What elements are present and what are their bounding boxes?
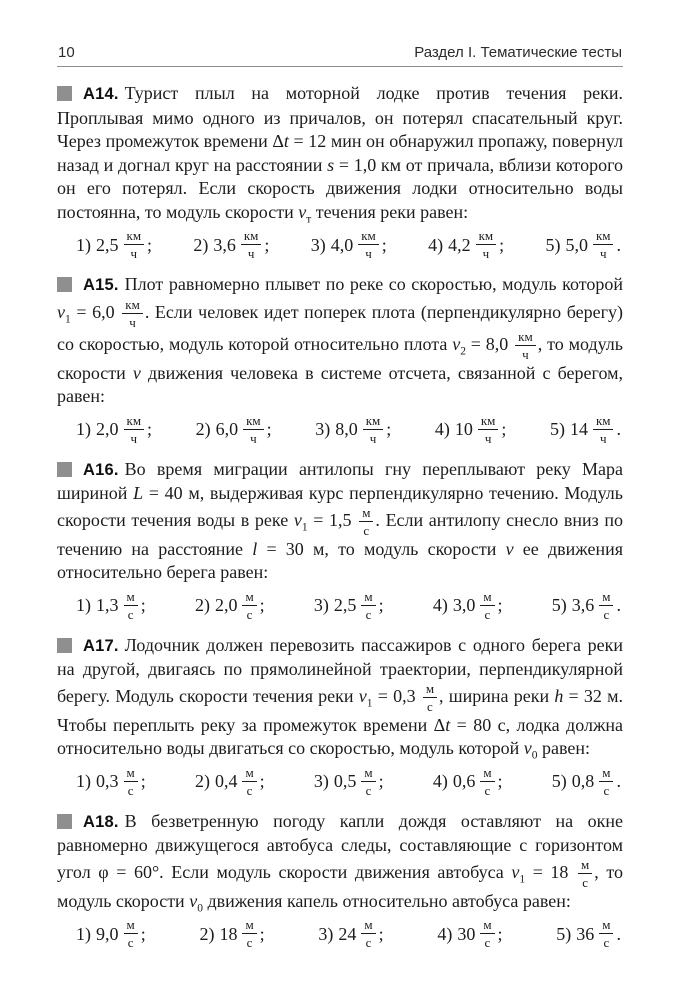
unit-fraction xyxy=(478,413,499,445)
unit-fraction xyxy=(358,228,379,260)
problem-text: А14. Турист плыл на моторной лодке против течения реки. Проплывая мимо одного из причалов, он потерял спасательный круг. Через промежуток времени Δt = 12 мин он обнаружил пропажу, повернул назад и догнал круг на расстоянии s = 1,0 км от причала, вблизи которого он его потерял. Если скорость движения лодки относительно воды постоянна, то модуль скорости $v_т$ течения реки равен: xyxy=(57,83,623,226)
math-variable: t xyxy=(445,714,451,735)
unit-numerator: м xyxy=(124,589,138,606)
answer-value: 3,0 xyxy=(452,595,476,615)
answer-row xyxy=(57,585,623,625)
unit-numerator: м xyxy=(242,765,256,782)
problem-А18 xyxy=(57,810,623,954)
unit-numerator: м xyxy=(242,917,256,934)
variable-subscript: 0 xyxy=(531,749,538,762)
answer-number: 1) xyxy=(76,234,91,255)
unit-fraction xyxy=(359,505,373,537)
problem-marker-square xyxy=(57,462,72,477)
unit-fraction xyxy=(242,917,256,949)
answer-separator: ; xyxy=(259,595,265,615)
answer-number: 3) xyxy=(315,419,331,439)
unit-fraction xyxy=(361,589,375,621)
answer-value: 8,0 xyxy=(335,419,358,439)
answer-option xyxy=(76,766,146,798)
answer-option xyxy=(76,590,146,622)
unit-denominator: ч xyxy=(599,430,607,446)
answer-value: 0,6 xyxy=(452,771,476,791)
problems-list xyxy=(57,82,623,953)
math-variable: v xyxy=(293,509,302,530)
answer-value: 0,3 xyxy=(96,771,119,791)
unit-numerator: м xyxy=(242,589,256,606)
answer-number: 3) xyxy=(313,595,329,615)
answer-number: 4) xyxy=(434,419,450,439)
page-number: 10 xyxy=(58,44,75,61)
answer-option xyxy=(433,766,503,798)
unit-numerator: м xyxy=(361,917,375,934)
answer-value: 3,6 xyxy=(571,595,595,615)
unit-denominator: ч xyxy=(130,430,138,446)
answer-option xyxy=(315,414,391,446)
answer-separator: ; xyxy=(381,234,387,255)
unit-numerator: км xyxy=(358,228,379,245)
unit-fraction xyxy=(241,228,262,260)
answer-separator: . xyxy=(616,771,621,791)
unit-denominator: ч xyxy=(484,430,492,446)
answer-separator: ; xyxy=(497,923,503,944)
variable-subscript: 1 xyxy=(65,313,71,326)
unit-denominator: с xyxy=(365,606,372,622)
answer-number: 1) xyxy=(76,771,91,791)
answer-separator: ; xyxy=(140,771,146,791)
unit-fraction xyxy=(423,681,437,713)
answer-option xyxy=(545,229,621,261)
unit-numerator: м xyxy=(599,765,613,782)
page-header xyxy=(57,44,623,66)
math-variable: v xyxy=(511,861,520,882)
answer-number: 2) xyxy=(194,771,210,791)
answer-value: 30 xyxy=(457,923,476,944)
answer-value: 4,2 xyxy=(448,234,471,255)
unit-fraction xyxy=(480,917,494,949)
unit-numerator: м xyxy=(599,917,613,934)
answer-value: 4,0 xyxy=(330,234,354,255)
unit-denominator: ч xyxy=(130,246,138,261)
answer-value: 36 xyxy=(576,923,595,944)
unit-fraction xyxy=(122,297,143,329)
answer-number: 3) xyxy=(310,234,326,255)
answer-number: 2) xyxy=(193,234,209,255)
answer-number: 2) xyxy=(195,419,211,439)
answer-option xyxy=(435,414,507,446)
unit-numerator: м xyxy=(480,765,494,782)
unit-denominator: ч xyxy=(365,246,372,261)
unit-denominator: с xyxy=(484,782,491,798)
unit-numerator: км xyxy=(241,228,262,245)
math-variable: t xyxy=(283,131,289,151)
math-variable: s xyxy=(327,154,335,175)
problem-id: А14. xyxy=(83,85,119,103)
unit-numerator: км xyxy=(515,329,536,346)
answer-option xyxy=(437,918,502,950)
answer-number: 5) xyxy=(551,771,567,791)
variable-subscript: 1 xyxy=(519,873,526,886)
unit-denominator: ч xyxy=(482,246,490,261)
answer-separator: ; xyxy=(378,595,384,615)
unit-denominator: с xyxy=(603,606,610,622)
answer-row xyxy=(57,761,623,801)
problem-text: А17. Лодочник должен перевозить пассажиров с одного берега реки на другой, двигаясь по прямолинейной траектории, перпендикулярной берегу. Модуль скорости течения реки $v_1 = 0,3$ $\frac{м}{с}$ , ширина реки h = 32 м. Чтобы переплыть реку за промежуток времени Δt = 80 с, лодка должна относительно воды двигаться со скоростью, модуль которой $v_0$ равен: xyxy=(57,634,624,762)
unit-numerator: км xyxy=(124,228,145,245)
answer-number: 2) xyxy=(194,595,210,615)
answer-number: 5) xyxy=(556,923,572,944)
answer-option xyxy=(552,766,621,798)
unit-fraction xyxy=(599,589,613,621)
answer-separator: . xyxy=(616,595,621,615)
unit-fraction xyxy=(242,589,256,621)
unit-numerator: км xyxy=(363,413,384,430)
unit-numerator: км xyxy=(593,228,614,245)
unit-denominator: с xyxy=(484,935,491,950)
answer-option xyxy=(199,918,264,950)
variable-subscript: 0 xyxy=(197,902,203,915)
unit-fraction xyxy=(124,413,145,445)
unit-denominator: с xyxy=(246,935,253,950)
answer-separator: ; xyxy=(497,595,503,615)
unit-denominator: с xyxy=(127,606,134,622)
answer-number: 5) xyxy=(549,419,565,439)
unit-numerator: км xyxy=(243,413,264,430)
variable-subscript: 2 xyxy=(460,345,466,358)
answer-separator: ; xyxy=(140,595,146,615)
answer-value: 18 xyxy=(219,923,238,944)
unit-denominator: ч xyxy=(250,430,257,446)
answer-option xyxy=(556,918,621,950)
answer-value: 2,0 xyxy=(96,419,119,439)
unit-denominator: с xyxy=(484,606,491,622)
unit-denominator: с xyxy=(127,782,134,798)
answer-separator: ; xyxy=(499,234,505,255)
unit-fraction xyxy=(578,857,592,889)
answer-option xyxy=(195,766,265,798)
math-variable: L xyxy=(133,483,144,503)
answer-separator: ; xyxy=(378,771,384,791)
answer-number: 5) xyxy=(551,595,567,615)
unit-denominator: с xyxy=(365,782,372,798)
answer-value: 3,6 xyxy=(213,234,236,255)
answer-row xyxy=(57,409,623,449)
unit-denominator: ч xyxy=(369,430,377,446)
problem-id: А16. xyxy=(83,460,119,479)
answer-option xyxy=(193,229,269,261)
unit-numerator: м xyxy=(124,765,138,782)
answer-separator: ; xyxy=(264,234,270,255)
answer-value: 0,4 xyxy=(214,771,238,791)
problem-text: А18. В безветренную погоду капли дождя оставляют на окне равномерно движущегося автобуса следы, составляющие с горизонтом угол φ = 60°. Если модуль скорости движения автобуса $v_1 = 18$ $\frac{м}{с}$ , то модуль скорости $v_0$ движения капель относительно автобуса равен: xyxy=(57,810,623,915)
problem-А17 xyxy=(57,634,623,801)
unit-denominator: ч xyxy=(599,246,607,261)
unit-numerator: м xyxy=(124,917,138,934)
math-variable: v xyxy=(505,538,514,559)
answer-separator: ; xyxy=(140,923,146,944)
unit-denominator: ч xyxy=(522,346,529,362)
unit-numerator: м xyxy=(359,505,373,522)
answer-value: 24 xyxy=(338,923,357,944)
math-variable: l xyxy=(252,538,258,559)
running-title: Раздел I. Тематические тесты xyxy=(414,44,622,61)
answer-separator: ; xyxy=(147,234,153,255)
answer-option xyxy=(318,918,383,950)
unit-denominator: ч xyxy=(247,246,255,261)
math-variable: h xyxy=(554,685,564,706)
unit-denominator: с xyxy=(246,606,253,622)
unit-fraction xyxy=(124,228,145,260)
unit-fraction xyxy=(480,589,494,621)
answer-option xyxy=(428,229,504,261)
variable-subscript: т xyxy=(306,213,312,226)
problem-id: А15. xyxy=(83,276,119,294)
unit-numerator: км xyxy=(478,413,499,430)
problem-id: А18. xyxy=(83,812,119,831)
unit-numerator: км xyxy=(124,413,145,430)
answer-row xyxy=(57,913,623,953)
problem-marker-square xyxy=(57,277,72,292)
unit-fraction xyxy=(242,765,256,797)
answer-option xyxy=(314,590,384,622)
unit-denominator: с xyxy=(603,935,610,950)
answer-separator: ; xyxy=(266,419,272,439)
answer-separator: ; xyxy=(501,419,507,439)
variable-subscript: 1 xyxy=(301,521,308,534)
header-rule xyxy=(57,66,623,67)
unit-numerator: км xyxy=(593,413,614,430)
problem-А16 xyxy=(57,458,623,625)
answer-option xyxy=(314,766,384,798)
answer-option xyxy=(76,229,152,261)
answer-option xyxy=(552,590,621,622)
unit-fraction xyxy=(363,413,384,445)
unit-fraction xyxy=(124,765,138,797)
answer-option xyxy=(550,414,621,446)
answer-number: 1) xyxy=(76,595,91,615)
unit-denominator: с xyxy=(582,874,589,890)
answer-number: 3) xyxy=(313,771,329,791)
answer-option xyxy=(433,590,503,622)
variable-subscript: 1 xyxy=(366,697,373,710)
math-variable: v xyxy=(189,890,198,911)
unit-numerator: м xyxy=(361,589,375,606)
unit-denominator: с xyxy=(363,522,370,538)
unit-numerator: м xyxy=(578,857,592,874)
problem-marker-square xyxy=(57,814,72,829)
unit-denominator: с xyxy=(127,935,134,950)
answer-separator: ; xyxy=(259,923,265,944)
unit-numerator: м xyxy=(480,589,494,606)
math-variable: v xyxy=(523,738,532,758)
answer-option xyxy=(76,918,146,950)
math-variable: v xyxy=(358,685,367,706)
unit-fraction xyxy=(124,589,138,621)
answer-value: 2,5 xyxy=(333,595,357,615)
unit-fraction xyxy=(599,765,613,797)
problem-text: А15. Плот равномерно плывет по реке со скоростью, модуль которой $v_1 = 6,0$ $\frac{км}{ч}$ . Если человек идет поперек плота (перпендикулярно берегу) со скоростью, модуль которой относительно плота $v_2 = 8,0$ $\frac{км}{ч}$ , то модуль скорости v движения человека в системе отсчета, связанной с берегом, равен: xyxy=(57,274,624,406)
unit-fraction xyxy=(599,917,613,949)
answer-option xyxy=(195,590,265,622)
answer-value: 1,3 xyxy=(96,595,119,615)
answer-separator: ; xyxy=(147,419,153,439)
answer-number: 4) xyxy=(437,923,453,944)
unit-fraction xyxy=(515,329,536,361)
answer-separator: . xyxy=(616,419,621,439)
unit-fraction xyxy=(361,917,375,949)
answer-option xyxy=(76,414,152,446)
answer-value: 0,5 xyxy=(333,771,357,791)
unit-fraction xyxy=(593,413,614,445)
math-variable: v xyxy=(57,301,65,322)
problem-А14 xyxy=(57,82,623,264)
answer-number: 4) xyxy=(432,595,448,615)
unit-numerator: км xyxy=(476,228,497,245)
unit-numerator: км xyxy=(122,297,143,314)
answer-number: 4) xyxy=(428,234,444,255)
unit-fraction xyxy=(361,765,375,797)
unit-fraction xyxy=(243,413,264,445)
answer-separator: . xyxy=(616,234,621,255)
unit-numerator: м xyxy=(480,917,494,934)
unit-numerator: м xyxy=(361,765,375,782)
answer-number: 1) xyxy=(76,923,91,944)
answer-value: 2,5 xyxy=(96,234,119,255)
answer-row xyxy=(57,224,623,264)
unit-denominator: с xyxy=(427,698,433,714)
unit-fraction xyxy=(593,228,614,260)
answer-value: 10 xyxy=(454,419,473,439)
answer-number: 2) xyxy=(199,923,215,944)
unit-denominator: с xyxy=(603,782,610,798)
answer-number: 5) xyxy=(545,234,561,255)
answer-separator: ; xyxy=(386,419,392,439)
problem-marker-square xyxy=(57,638,72,653)
problem-text: А16. Во время миграции антилопы гну переплывают реку Мара шириной L = 40 м, выдерживая курс перпендикулярно течению. Модуль скорости течения воды в реке $v_1 = 1,5$ $\frac{м}{с}$ . Если антилопу снесло вниз по течению на расстояние l = 30 м, то модуль скорости v ее движения относительно берега равен: xyxy=(57,458,624,582)
unit-denominator: ч xyxy=(129,314,136,330)
answer-number: 1) xyxy=(76,419,91,439)
math-variable: v xyxy=(132,362,141,383)
unit-fraction xyxy=(124,917,138,949)
answer-separator: ; xyxy=(497,771,503,791)
answer-separator: . xyxy=(616,923,621,944)
math-variable: v xyxy=(452,333,461,354)
problem-marker-square xyxy=(57,86,72,101)
unit-fraction xyxy=(476,228,497,260)
answer-separator: ; xyxy=(259,771,265,791)
answer-value: 2,0 xyxy=(214,595,238,615)
unit-numerator: м xyxy=(423,681,437,698)
unit-numerator: м xyxy=(599,589,613,606)
answer-number: 3) xyxy=(318,923,334,944)
answer-value: 9,0 xyxy=(96,923,119,944)
answer-value: 0,8 xyxy=(571,771,595,791)
math-variable: v xyxy=(298,201,307,222)
unit-denominator: с xyxy=(246,782,253,798)
answer-value: 5,0 xyxy=(565,234,588,255)
answer-value: 14 xyxy=(569,419,588,439)
answer-option xyxy=(311,229,387,261)
unit-denominator: с xyxy=(365,935,372,950)
answer-option xyxy=(196,414,272,446)
answer-separator: ; xyxy=(378,923,384,944)
answer-value: 6,0 xyxy=(215,419,239,439)
unit-fraction xyxy=(480,765,494,797)
answer-number: 4) xyxy=(432,771,448,791)
problem-id: А17. xyxy=(83,636,119,655)
problem-А15 xyxy=(57,273,623,449)
